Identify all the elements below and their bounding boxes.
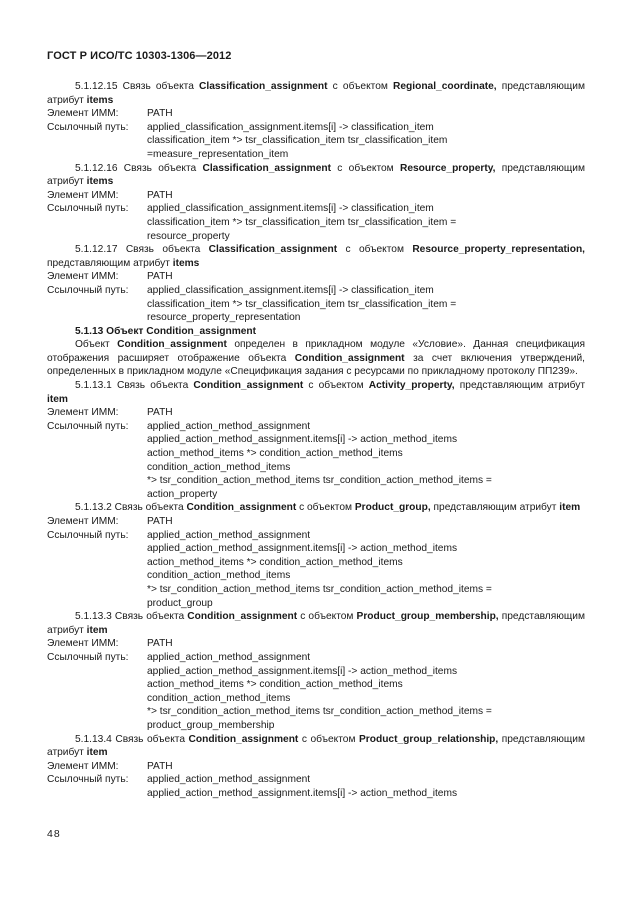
element-value: PATH [147,271,173,283]
text: с объектом [298,733,359,745]
path-line: resource_property [147,230,230,242]
path-row [47,529,585,611]
clause-5-1-12-17 [47,243,585,270]
attribute-name: items [172,257,200,269]
attribute-name: item [86,624,108,636]
path-line: condition_action_method_items [147,692,291,704]
element-label: Элемент ИММ: [47,760,119,772]
path-line: action_method_items *> condition_action_method_items [147,679,403,691]
entity-name: Condition_assignment [187,611,298,623]
element-row [47,107,585,121]
entity-name: Resource_property, [399,162,496,174]
attribute-name: items [86,94,114,106]
element-value: PATH [147,516,173,527]
entity-name: Condition_assignment [188,733,299,745]
element-value: PATH [147,407,173,419]
path-line: action_method_items *> condition_action_method_items [147,448,403,460]
path-line: action_method_items *> condition_action_method_items [147,556,403,568]
section-description [47,338,585,379]
element-row [47,760,585,774]
path-line: applied_action_method_assignment [147,651,311,663]
path-line: product_group_membership [147,719,275,731]
text: 5.1.12.17 Связь объекта [75,244,209,256]
text: представляющим атрибут [47,733,585,759]
text: определен в прикладном модуле «Условие». Данная спецификация отображения расширяет отображение объекта [47,339,585,364]
entity-name: Classification_assignment [202,162,332,174]
path-line: applied_classification_assignment.items[i] -> classification_item [147,284,434,296]
path-line: resource_property_representation [147,312,301,324]
path-line: applied_action_method_assignment [147,774,311,786]
attribute-name: item [47,393,68,405]
entity-name: Condition_assignment [294,352,405,364]
text: с объектом [327,81,394,92]
path-line: applied_classification_assignment.items[i] -> classification_item [147,121,434,133]
entity-name: Resource_property_representation, [412,244,585,256]
path-line: applied_action_method_assignment.items[i] -> action_method_items [147,787,458,799]
text: представляющим атрибут [47,81,585,106]
path-line: classification_item *> tsr_classification_item tsr_classification_item = [147,298,457,310]
text: представляющим атрибут [430,502,560,514]
path-line: applied_action_method_assignment.items[i] -> action_method_items [147,543,458,555]
element-label: Элемент ИММ: [47,271,119,283]
path-line: applied_action_method_assignment.items[i] -> action_method_items [147,434,458,446]
entity-name: Regional_coordinate, [393,81,497,92]
page-number: 48 [47,828,61,840]
path-row [47,420,585,502]
path-label: Ссылочный путь: [47,651,129,663]
clause-5-1-12-16 [47,162,585,189]
element-label: Элемент ИММ: [47,516,119,527]
element-label: Элемент ИММ: [47,407,119,419]
path-line: applied_action_method_assignment.items[i] -> action_method_items [147,665,458,677]
text: представляющим атрибут [454,380,585,392]
element-label: Элемент ИММ: [47,189,119,201]
path-line: applied_classification_assignment.items[i] -> classification_item [147,203,434,215]
entity-name: Activity_property, [368,380,455,392]
path-line: *> tsr_condition_action_method_items tsr_condition_action_method_items = [147,583,492,595]
text: с объектом [296,502,355,514]
path-label: Ссылочный путь: [47,121,129,133]
path-label: Ссылочный путь: [47,529,129,541]
entity-name: Product_group_relationship, [358,733,499,745]
path-line: condition_action_method_items [147,461,291,473]
element-value: PATH [147,108,173,120]
path-line: condition_action_method_items [147,570,291,582]
path-label: Ссылочный путь: [47,203,129,215]
text: представляющим атрибут [47,257,173,269]
attribute-name: item [559,502,581,514]
path-line: *> tsr_condition_action_method_items tsr_condition_action_method_items = [147,475,492,487]
text: Объект [75,339,118,351]
element-label: Элемент ИММ: [47,108,119,120]
clause-5-1-12-15 [47,80,585,107]
entity-name: Condition_assignment [117,339,227,351]
text: с объектом [331,162,400,174]
document-body [47,80,585,800]
text: 5.1.13.1 Связь объекта [75,380,194,392]
text: с объектом [297,611,357,623]
path-line: classification_item *> tsr_classification_item tsr_classification_item [147,135,448,147]
attribute-name: items [86,176,114,188]
text: 5.1.13.3 Связь объекта [75,611,188,623]
attribute-name: item [86,747,108,759]
text: 5.1.13.2 Связь объекта [75,502,187,514]
clause-5-1-13-2 [47,501,585,515]
clause-5-1-13-3 [47,610,585,637]
path-label: Ссылочный путь: [47,284,129,296]
entity-name: Condition_assignment [186,502,297,514]
element-label: Элемент ИММ: [47,638,119,650]
text: представляющим атрибут [47,611,585,636]
element-row [47,406,585,420]
text: 5.1.12.15 Связь объекта [75,81,200,92]
text: с объектом [337,244,413,256]
page-header: ГОСТ Р ИСО/ТС 10303-1306—2012 [47,50,232,62]
path-line: action_property [147,488,218,500]
entity-name: Classification_assignment [199,81,328,92]
clause-5-1-13-4 [47,733,585,760]
element-row [47,637,585,651]
entity-name: Product_group, [354,502,431,514]
element-value: PATH [147,189,173,201]
element-value: PATH [147,638,173,650]
path-row [47,284,585,325]
element-row [47,270,585,284]
path-line: *> tsr_condition_action_method_items tsr_condition_action_method_items = [147,706,492,718]
path-row [47,651,585,733]
entity-name: Classification_assignment [208,244,338,256]
path-line: applied_action_method_assignment [147,529,311,541]
entity-name: Condition_assignment [193,380,304,392]
text: с объектом [303,380,369,392]
path-label: Ссылочный путь: [47,774,129,786]
path-line: applied_action_method_assignment [147,420,311,432]
path-line: =measure_representation_item [147,148,289,160]
text: 5.1.13.4 Связь объекта [75,733,189,745]
path-line: classification_item *> tsr_classification_item tsr_classification_item = [147,216,457,228]
path-line: product_group [147,597,213,609]
path-row [47,121,585,162]
text: за счет включения утверждений, определенных в прикладном модуле «Спецификация задания с ресурсами по прикладному протоколу ПП239». [47,352,585,378]
section-heading: 5.1.13 Объект Condition_assignment [75,325,257,337]
clause-5-1-13-1 [47,379,585,406]
element-value: PATH [147,760,173,772]
path-label: Ссылочный путь: [47,420,129,432]
path-row [47,202,585,243]
element-row [47,515,585,529]
path-row [47,773,585,800]
text: представляющим атрибут [47,162,585,188]
element-row [47,189,585,203]
text: 5.1.12.16 Связь объекта [75,162,203,174]
entity-name: Product_group_membership, [356,611,499,623]
